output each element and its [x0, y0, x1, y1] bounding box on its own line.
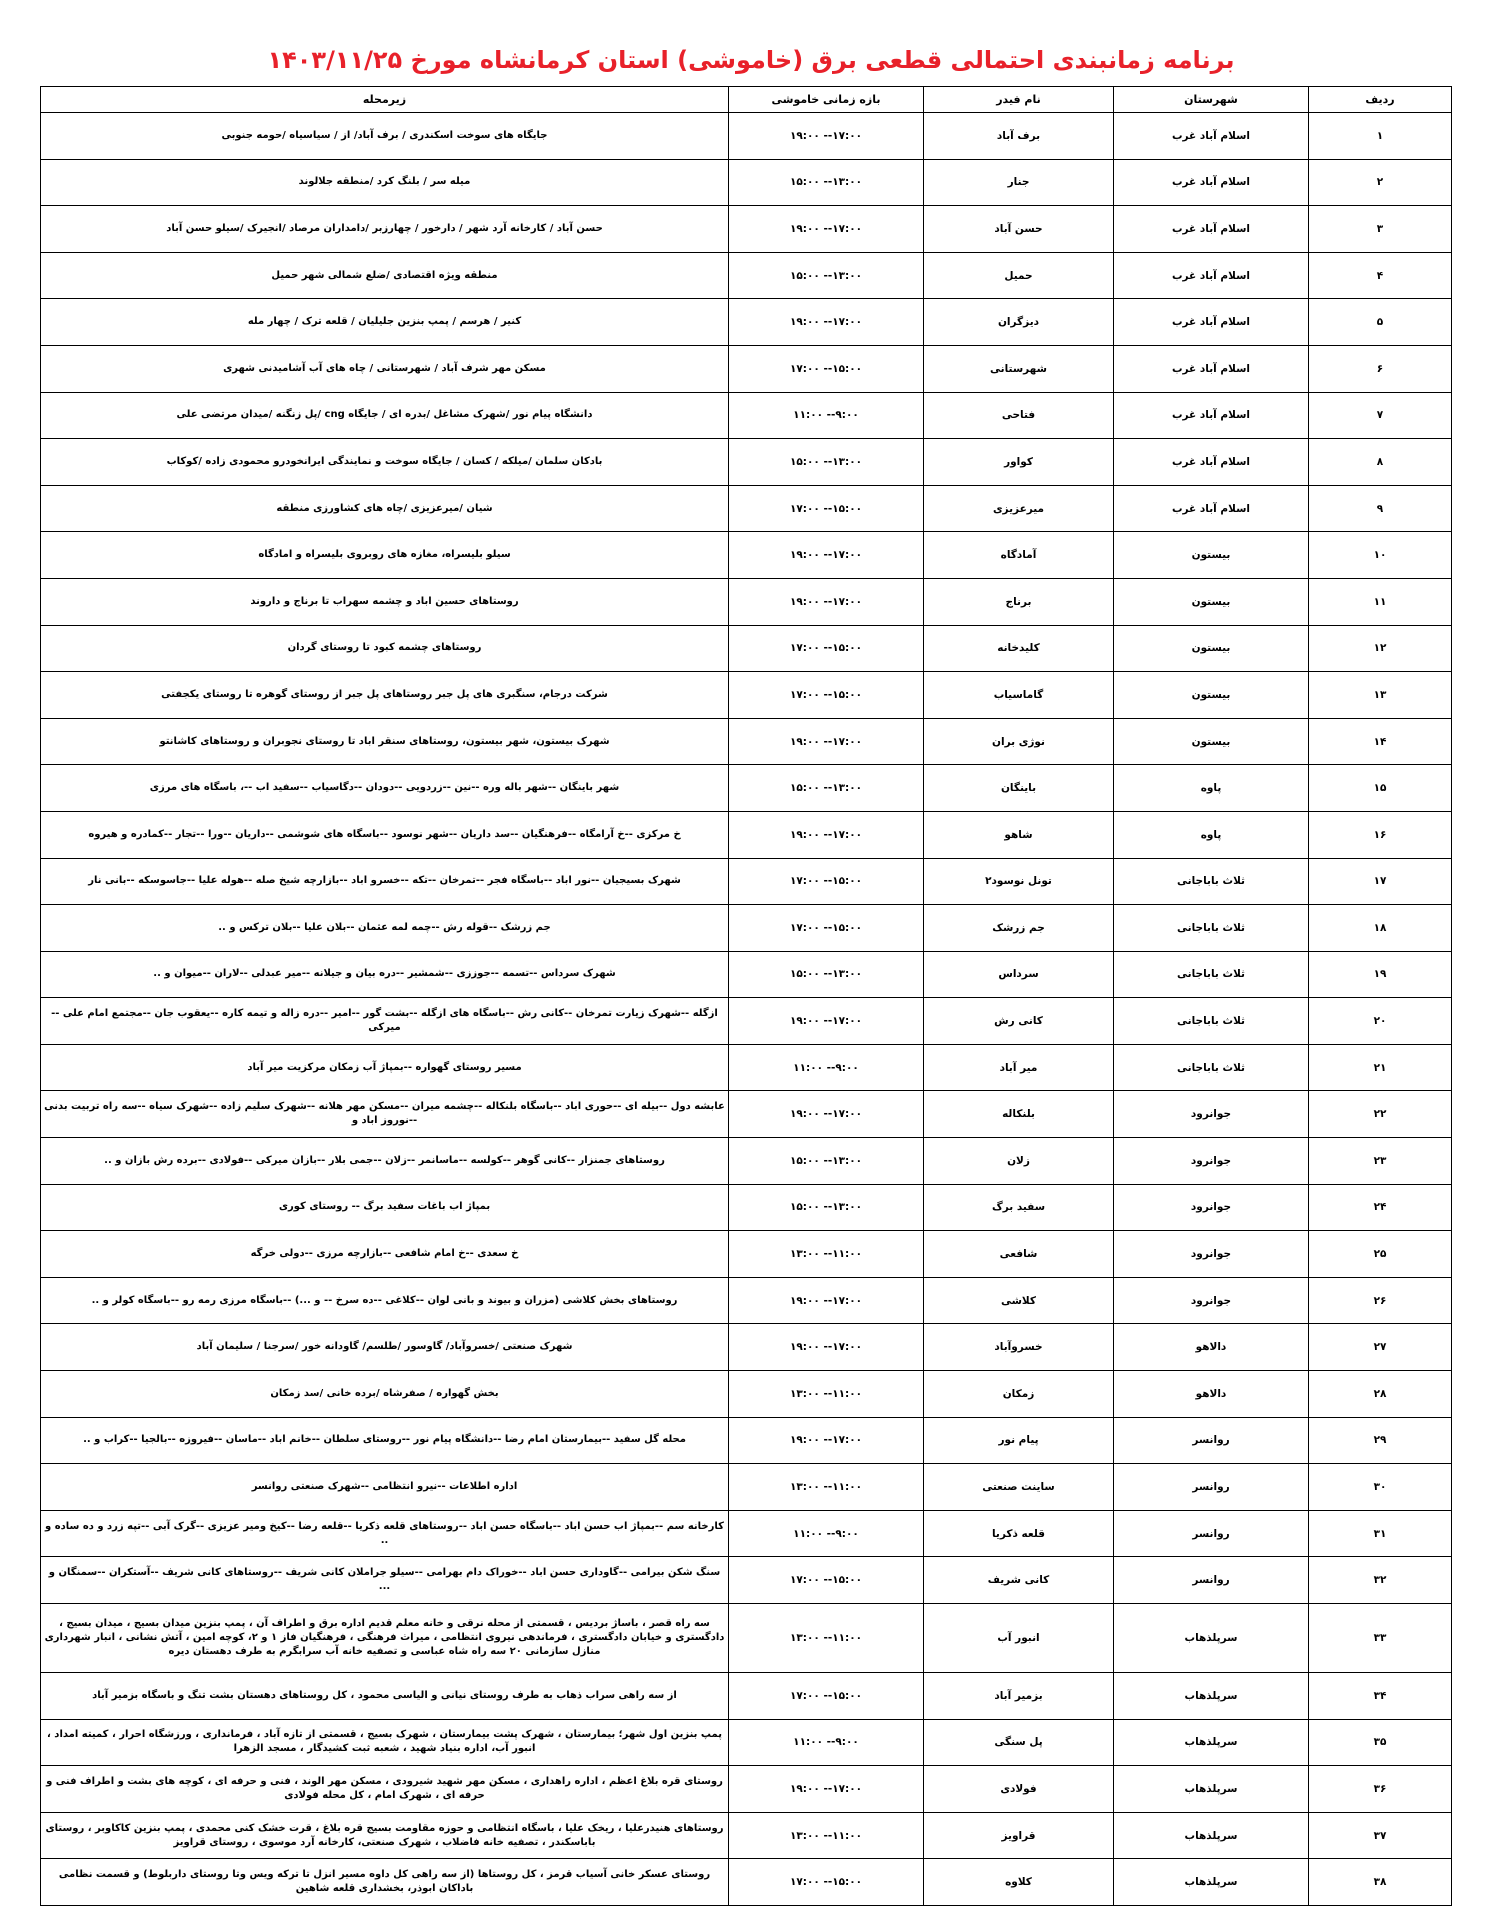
- table-row: [41, 578, 1452, 625]
- subarea-cell: جایگاه های سوخت اسکندری / برف آباد/ از / سیاسیاه /حومه جنوبی: [41, 113, 729, 160]
- period-cell: ۱۱:۰۰-- ۱۳:۰۰: [729, 1812, 924, 1859]
- row-number-cell: ۵: [1309, 299, 1452, 346]
- table-header-row: [41, 87, 1452, 113]
- header-period: بازه زمانی خاموشی: [729, 87, 924, 113]
- feeder-cell: برف آباد: [924, 113, 1114, 160]
- row-number-cell: ۲۳: [1309, 1138, 1452, 1185]
- period-cell: ۱۷:۰۰-- ۱۹:۰۰: [729, 1417, 924, 1464]
- county-cell: جوانرود: [1114, 1277, 1309, 1324]
- subarea-cell: روستای قره بلاغ اعظم ، اداره راهداری ، مسکن مهر شهید شیرودی ، مسکن مهر الوند ، فنی و حرفه ای ، کوچه های بشت و اطراف فنی و حرفه ای ، شهرک امام ، کل محله فولادی: [41, 1766, 729, 1813]
- row-number-cell: ۳۴: [1309, 1673, 1452, 1720]
- county-cell: اسلام آباد غرب: [1114, 159, 1309, 206]
- table-row: [41, 1464, 1452, 1511]
- feeder-cell: جم زرشک: [924, 905, 1114, 952]
- table-row: [41, 1673, 1452, 1720]
- header-subarea: زیرمحله: [41, 87, 729, 113]
- period-cell: ۱۷:۰۰-- ۱۹:۰۰: [729, 1091, 924, 1138]
- subarea-cell: شهر باینگان --شهر باله وره --نین --زردویی --دودان --دگاسیاب --سفید اب --، باسگاه های مرزی: [41, 765, 729, 812]
- feeder-cell: برناج: [924, 578, 1114, 625]
- subarea-cell: محله گل سفید --بیمارستان امام رضا --دانشگاه پیام نور --روستای سلطان --خانم اباد --ماسان --فیروزه --بالجیا --کراب و ..: [41, 1417, 729, 1464]
- feeder-cell: زمکان: [924, 1371, 1114, 1418]
- row-number-cell: ۴: [1309, 252, 1452, 299]
- county-cell: ثلاث باباجانی: [1114, 905, 1309, 952]
- row-number-cell: ۳۲: [1309, 1557, 1452, 1604]
- feeder-cell: کانی شریف: [924, 1557, 1114, 1604]
- feeder-cell: گاماسیاب: [924, 672, 1114, 719]
- row-number-cell: ۱۴: [1309, 718, 1452, 765]
- county-cell: روانسر: [1114, 1464, 1309, 1511]
- county-cell: سرپلذهاب: [1114, 1719, 1309, 1766]
- table-row: [41, 113, 1452, 160]
- period-cell: ۱۷:۰۰-- ۱۹:۰۰: [729, 578, 924, 625]
- table-row: [41, 392, 1452, 439]
- subarea-cell: شهرک بیستون، شهر بیستون، روستاهای سنقر اباد تا روستای نجوبران و روستاهای کاشانتو: [41, 718, 729, 765]
- row-number-cell: ۲: [1309, 159, 1452, 206]
- table-row: [41, 1859, 1452, 1906]
- feeder-cell: پل سنگی: [924, 1719, 1114, 1766]
- row-number-cell: ۱۱: [1309, 578, 1452, 625]
- feeder-cell: کواور: [924, 439, 1114, 486]
- subarea-cell: سنگ شکن بیرامی --گاوداری حسن اباد --خوراک دام بهرامی --سیلو جراملان کانی شریف --روستاهای کانی شریف --آستکران --سمنگان و ...: [41, 1557, 729, 1604]
- feeder-cell: پیام نور: [924, 1417, 1114, 1464]
- subarea-cell: خ مرکزی --خ آرامگاه --فرهنگیان --سد داریان --شهر نوسود --باسگاه های شوشمی --داریان --ورا --تجار --کمادره و هیروه: [41, 811, 729, 858]
- county-cell: روانسر: [1114, 1557, 1309, 1604]
- feeder-cell: دیزگران: [924, 299, 1114, 346]
- table-row: [41, 439, 1452, 486]
- table-row: [41, 1044, 1452, 1091]
- period-cell: ۱۵:۰۰-- ۱۷:۰۰: [729, 345, 924, 392]
- feeder-cell: حمیل: [924, 252, 1114, 299]
- feeder-cell: سفید برگ: [924, 1184, 1114, 1231]
- period-cell: ۱۱:۰۰-- ۱۳:۰۰: [729, 1231, 924, 1278]
- county-cell: دالاهو: [1114, 1371, 1309, 1418]
- row-number-cell: ۱۹: [1309, 951, 1452, 998]
- row-number-cell: ۹: [1309, 485, 1452, 532]
- period-cell: ۹:۰۰-- ۱۱:۰۰: [729, 1510, 924, 1557]
- county-cell: اسلام آباد غرب: [1114, 252, 1309, 299]
- feeder-cell: خسروآباد: [924, 1324, 1114, 1371]
- period-cell: ۱۷:۰۰-- ۱۹:۰۰: [729, 1766, 924, 1813]
- county-cell: روانسر: [1114, 1417, 1309, 1464]
- table-row: [41, 1184, 1452, 1231]
- county-cell: سرپلذهاب: [1114, 1604, 1309, 1673]
- subarea-cell: روستاهای بخش کلاشی (مزران و بیوند و بانی لوان --کلاغی --ده سرخ -- و ...) --باسگاه مرزی رمه رو --باسگاه کولر و ..: [41, 1277, 729, 1324]
- subarea-cell: کارخانه سم --بمپاژ اب حسن اباد --باسگاه حسن اباد --روستاهای قلعه ذکریا --قلعه رضا --کیخ ومیر عزیزی --گرک آبی --تپه زرد و ده ساده و ..: [41, 1510, 729, 1557]
- feeder-cell: شافعی: [924, 1231, 1114, 1278]
- table-row: [41, 1812, 1452, 1859]
- table-row: [41, 345, 1452, 392]
- table-row: [41, 1324, 1452, 1371]
- county-cell: ثلاث باباجانی: [1114, 858, 1309, 905]
- feeder-cell: میر آباد: [924, 1044, 1114, 1091]
- period-cell: ۱۷:۰۰-- ۱۹:۰۰: [729, 718, 924, 765]
- subarea-cell: بمپاژ اب باغات سفید برگ -- روستای کوری: [41, 1184, 729, 1231]
- feeder-cell: کلاوه: [924, 1859, 1114, 1906]
- table-row: [41, 206, 1452, 253]
- row-number-cell: ۱۷: [1309, 858, 1452, 905]
- row-number-cell: ۶: [1309, 345, 1452, 392]
- county-cell: اسلام آباد غرب: [1114, 392, 1309, 439]
- period-cell: ۱۷:۰۰-- ۱۹:۰۰: [729, 1277, 924, 1324]
- feeder-cell: شاهو: [924, 811, 1114, 858]
- subarea-cell: ازگله --شهرک زیارت تمرخان --کانی رش --باسگاه های ازگله --بشت گور --امیر --دره زاله و تیمه کاره --یعقوب جان --مجتمع امام علی --میرکی: [41, 998, 729, 1045]
- county-cell: پاوه: [1114, 765, 1309, 812]
- county-cell: ثلاث باباجانی: [1114, 998, 1309, 1045]
- county-cell: سرپلذهاب: [1114, 1812, 1309, 1859]
- feeder-cell: انبور آب: [924, 1604, 1114, 1673]
- period-cell: ۱۳:۰۰-- ۱۵:۰۰: [729, 765, 924, 812]
- table-row: [41, 1277, 1452, 1324]
- period-cell: ۹:۰۰-- ۱۱:۰۰: [729, 392, 924, 439]
- feeder-cell: بلنکاله: [924, 1091, 1114, 1138]
- table-row: [41, 1417, 1452, 1464]
- subarea-cell: کنیر / هرسم / پمپ بنزین جلیلیان / قلعه ترک / چهار مله: [41, 299, 729, 346]
- row-number-cell: ۱۳: [1309, 672, 1452, 719]
- row-number-cell: ۱۰: [1309, 532, 1452, 579]
- feeder-cell: کانی رش: [924, 998, 1114, 1045]
- feeder-cell: ساینت صنعتی: [924, 1464, 1114, 1511]
- header-row-number: ردیف: [1309, 87, 1452, 113]
- row-number-cell: ۱۲: [1309, 625, 1452, 672]
- row-number-cell: ۷: [1309, 392, 1452, 439]
- table-row: [41, 1510, 1452, 1557]
- page-title: برنامه زمانبندی احتمالی قطعی برق (خاموشی) استان کرمانشاه مورخ ۱۴۰۳/۱۱/۲۵: [267, 46, 1235, 74]
- subarea-cell: عابشه دول --بیله ای --حوری اباد --باسگاه بلنکاله --چشمه میران --مسکن مهر هلانه --شهرک سلیم زاده --شهرک سیاه --سه راه تربیت بدنی --نوروز اباد و: [41, 1091, 729, 1138]
- row-number-cell: ۲۰: [1309, 998, 1452, 1045]
- county-cell: بیستون: [1114, 718, 1309, 765]
- table-row: [41, 998, 1452, 1045]
- period-cell: ۱۱:۰۰-- ۱۳:۰۰: [729, 1604, 924, 1673]
- county-cell: سرپلذهاب: [1114, 1859, 1309, 1906]
- county-cell: بیستون: [1114, 578, 1309, 625]
- feeder-cell: نوژی بران: [924, 718, 1114, 765]
- county-cell: پاوه: [1114, 811, 1309, 858]
- period-cell: ۱۷:۰۰-- ۱۹:۰۰: [729, 113, 924, 160]
- county-cell: جوانرود: [1114, 1138, 1309, 1185]
- table-row: [41, 858, 1452, 905]
- feeder-cell: قراویز: [924, 1812, 1114, 1859]
- header-county: شهرستان: [1114, 87, 1309, 113]
- period-cell: ۱۵:۰۰-- ۱۷:۰۰: [729, 672, 924, 719]
- subarea-cell: شهرک سرداس --تسمه --جوززی --شمشیر --دره بیان و جیلانه --میر عبدلی --لاران --میوان و ..: [41, 951, 729, 998]
- period-cell: ۱۷:۰۰-- ۱۹:۰۰: [729, 811, 924, 858]
- table-row: [41, 252, 1452, 299]
- feeder-cell: میرعزیزی: [924, 485, 1114, 532]
- period-cell: ۱۵:۰۰-- ۱۷:۰۰: [729, 1673, 924, 1720]
- row-number-cell: ۲۸: [1309, 1371, 1452, 1418]
- table-row: [41, 765, 1452, 812]
- subarea-cell: از سه راهی سراب ذهاب به طرف روستای نیانی و الیاسی محمود ، کل روستاهای دهستان بشت تنگ و باسگاه بزمیر آباد: [41, 1673, 729, 1720]
- period-cell: ۱۳:۰۰-- ۱۵:۰۰: [729, 439, 924, 486]
- county-cell: اسلام آباد غرب: [1114, 206, 1309, 253]
- period-cell: ۱۵:۰۰-- ۱۷:۰۰: [729, 1859, 924, 1906]
- table-row: [41, 718, 1452, 765]
- subarea-cell: خ سعدی --خ امام شافعی --بازارچه مرزی --دولی خرگه: [41, 1231, 729, 1278]
- table-row: [41, 1719, 1452, 1766]
- county-cell: جوانرود: [1114, 1231, 1309, 1278]
- subarea-cell: سه راه قصر ، باساژ بردیس ، قسمتی از محله نرقی و خانه معلم قدیم اداره برق و اطراف آن ، پمپ بنزین میدان بسیج ، میدان بسیج ، دادگستری و خیابان دادگستری ، فرماندهی نیروی انتظامی ، میراث فرهنگی ، فرهنگیان فاز ۱ و ۲، کوچه امین ، آتش نشانی ، انبار شهرداری منازل سازمانی ۲۰ سه راه شاه عباسی و تصفیه خانه آب سرابگرم به طرف دهستان دیره: [41, 1604, 729, 1673]
- subarea-cell: شیان /میرعزیزی /چاه های کشاورزی منطقه: [41, 485, 729, 532]
- county-cell: بیستون: [1114, 625, 1309, 672]
- row-number-cell: ۲۵: [1309, 1231, 1452, 1278]
- row-number-cell: ۲۹: [1309, 1417, 1452, 1464]
- outage-schedule-table: [40, 86, 1452, 1906]
- subarea-cell: شهرک بسیجیان --نور اباد --باسگاه فجر --تمرخان --تکه --خسرو اباد --بازارچه شیخ صله --هوله علیا --جاسوسکه --بانی نار: [41, 858, 729, 905]
- row-number-cell: ۳۰: [1309, 1464, 1452, 1511]
- table-row: [41, 905, 1452, 952]
- period-cell: ۱۳:۰۰-- ۱۵:۰۰: [729, 159, 924, 206]
- period-cell: ۱۱:۰۰-- ۱۳:۰۰: [729, 1464, 924, 1511]
- feeder-cell: حسن آباد: [924, 206, 1114, 253]
- period-cell: ۱۳:۰۰-- ۱۵:۰۰: [729, 1138, 924, 1185]
- row-number-cell: ۲۱: [1309, 1044, 1452, 1091]
- county-cell: بیستون: [1114, 532, 1309, 579]
- subarea-cell: اداره اطلاعات --نیرو انتظامی --شهرک صنعتی روانسر: [41, 1464, 729, 1511]
- period-cell: ۱۳:۰۰-- ۱۵:۰۰: [729, 951, 924, 998]
- subarea-cell: روستاهای جمنزار --کانی گوهر --کولسه --ماسانمر --زلان --جمی بلار --بازان میرکی --فولادی --برده رش بازان و ..: [41, 1138, 729, 1185]
- subarea-cell: مسیر روستای گهواره --بمپاژ آب زمکان مرکزیت میر آباد: [41, 1044, 729, 1091]
- subarea-cell: بخش گهواره / صفرشاه /برده خانی /سد زمکان: [41, 1371, 729, 1418]
- county-cell: جوانرود: [1114, 1091, 1309, 1138]
- row-number-cell: ۳۱: [1309, 1510, 1452, 1557]
- subarea-cell: مسکن مهر شرف آباد / شهرستانی / چاه های آب آشامیدنی شهری: [41, 345, 729, 392]
- table-row: [41, 1138, 1452, 1185]
- period-cell: ۱۵:۰۰-- ۱۷:۰۰: [729, 1557, 924, 1604]
- subarea-cell: روستای عسکر خانی آسیاب قرمز ، کل روستاها (از سه راهی کل داوه مسیر انزل تا ترکه ویس وتا روستای داربلوط) و قسمت نظامی باداکان ابوذر، بخشداری قلعه شاهین: [41, 1859, 729, 1906]
- row-number-cell: ۱: [1309, 113, 1452, 160]
- feeder-cell: آمادگاه: [924, 532, 1114, 579]
- county-cell: اسلام آباد غرب: [1114, 439, 1309, 486]
- table-row: [41, 1371, 1452, 1418]
- period-cell: ۱۷:۰۰-- ۱۹:۰۰: [729, 532, 924, 579]
- feeder-cell: تونل نوسود۲: [924, 858, 1114, 905]
- county-cell: دالاهو: [1114, 1324, 1309, 1371]
- subarea-cell: پمپ بنزین اول شهر؛ بیمارستان ، شهرک پشت بیمارستان ، شهرک بسیج ، قسمتی از تازه آباد ، فرمانداری ، ورزشگاه احرار ، کمیته امداد ، انبور آب، اداره بنیاد شهید ، شعبه ثبت کشیدگار ، مسجد الزهرا: [41, 1719, 729, 1766]
- subarea-cell: حسن آباد / کارخانه آرد شهر / دارخور / چهارزبر /دامداران مرصاد /انجیرک /سیلو حسن آباد: [41, 206, 729, 253]
- county-cell: سرپلذهاب: [1114, 1766, 1309, 1813]
- subarea-cell: روستاهای حسین اباد و چشمه سهراب تا برناج و داروند: [41, 578, 729, 625]
- feeder-cell: شهرستانی: [924, 345, 1114, 392]
- feeder-cell: جنار: [924, 159, 1114, 206]
- feeder-cell: سرداس: [924, 951, 1114, 998]
- row-number-cell: ۱۶: [1309, 811, 1452, 858]
- feeder-cell: بزمیر آباد: [924, 1673, 1114, 1720]
- row-number-cell: ۳۷: [1309, 1812, 1452, 1859]
- period-cell: ۱۵:۰۰-- ۱۷:۰۰: [729, 858, 924, 905]
- county-cell: روانسر: [1114, 1510, 1309, 1557]
- county-cell: اسلام آباد غرب: [1114, 345, 1309, 392]
- period-cell: ۱۵:۰۰-- ۱۷:۰۰: [729, 905, 924, 952]
- period-cell: ۱۷:۰۰-- ۱۹:۰۰: [729, 1324, 924, 1371]
- subarea-cell: روستاهای چشمه کبود تا روستای گردان: [41, 625, 729, 672]
- period-cell: ۱۵:۰۰-- ۱۷:۰۰: [729, 625, 924, 672]
- table-row: [41, 1766, 1452, 1813]
- subarea-cell: شهرک صنعتی /خسروآباد/ گاوسور /طلسم/ گاودانه خور /سرجنا / سلیمان آباد: [41, 1324, 729, 1371]
- period-cell: ۱۷:۰۰-- ۱۹:۰۰: [729, 998, 924, 1045]
- county-cell: ثلاث باباجانی: [1114, 951, 1309, 998]
- subarea-cell: منطقه ویژه اقتصادی /ضلع شمالی شهر حمیل: [41, 252, 729, 299]
- row-number-cell: ۳: [1309, 206, 1452, 253]
- period-cell: ۹:۰۰-- ۱۱:۰۰: [729, 1719, 924, 1766]
- period-cell: ۹:۰۰-- ۱۱:۰۰: [729, 1044, 924, 1091]
- table-body: [41, 113, 1452, 1906]
- row-number-cell: ۱۵: [1309, 765, 1452, 812]
- county-cell: اسلام آباد غرب: [1114, 113, 1309, 160]
- table-row: [41, 811, 1452, 858]
- period-cell: ۱۳:۰۰-- ۱۵:۰۰: [729, 252, 924, 299]
- row-number-cell: ۳۵: [1309, 1719, 1452, 1766]
- feeder-cell: باینگان: [924, 765, 1114, 812]
- subarea-cell: سیلو بلیسراه، مغازه های روبروی بلیسراه و امادگاه: [41, 532, 729, 579]
- period-cell: ۱۱:۰۰-- ۱۳:۰۰: [729, 1371, 924, 1418]
- row-number-cell: ۲۶: [1309, 1277, 1452, 1324]
- period-cell: ۱۷:۰۰-- ۱۹:۰۰: [729, 206, 924, 253]
- table-row: [41, 951, 1452, 998]
- table-row: [41, 672, 1452, 719]
- period-cell: ۱۵:۰۰-- ۱۷:۰۰: [729, 485, 924, 532]
- county-cell: اسلام آباد غرب: [1114, 485, 1309, 532]
- period-cell: ۱۳:۰۰-- ۱۵:۰۰: [729, 1184, 924, 1231]
- subarea-cell: بادکان سلمان /میلکه / کسان / جایگاه سوخت و نمایندگی ایرانخودرو محمودی زاده /کوکاب: [41, 439, 729, 486]
- county-cell: بیستون: [1114, 672, 1309, 719]
- feeder-cell: کلیدخانه: [924, 625, 1114, 672]
- table-row: [41, 485, 1452, 532]
- table-row: [41, 1091, 1452, 1138]
- subarea-cell: جم زرشک --قوله رش --چمه لمه عثمان --بلان علیا --بلان ترکس و ..: [41, 905, 729, 952]
- subarea-cell: شرکت درجام، سنگبری های پل جبر روستاهای پل جبر از روستای گوهره تا روستای یکجفتی: [41, 672, 729, 719]
- table-row: [41, 1231, 1452, 1278]
- row-number-cell: ۲۴: [1309, 1184, 1452, 1231]
- subarea-cell: میله سر / بلنگ کرد /منطقه جلالوند: [41, 159, 729, 206]
- table-row: [41, 159, 1452, 206]
- row-number-cell: ۱۸: [1309, 905, 1452, 952]
- table-row: [41, 1604, 1452, 1673]
- feeder-cell: کلاشی: [924, 1277, 1114, 1324]
- row-number-cell: ۸: [1309, 439, 1452, 486]
- row-number-cell: ۳۶: [1309, 1766, 1452, 1813]
- subarea-cell: روستاهای هنیدرعلیا ، ریخک علیا ، باسگاه انتظامی و حوزه مقاومت بسیج قره بلاغ ، قرت خشک کنی محمدی ، پمپ بنزین کاکاوبر ، روستای باباسکندر ، تصفیه خانه فاضلاب ، شهرک صنعتی، کارخانه آرد موسوی ، روستای قراویز: [41, 1812, 729, 1859]
- feeder-cell: قلعه ذکریا: [924, 1510, 1114, 1557]
- period-cell: ۱۷:۰۰-- ۱۹:۰۰: [729, 299, 924, 346]
- feeder-cell: زلان: [924, 1138, 1114, 1185]
- table-row: [41, 625, 1452, 672]
- row-number-cell: ۲۷: [1309, 1324, 1452, 1371]
- subarea-cell: دانشگاه پیام نور /شهرک مشاغل /بدره ای / جایگاه cng /پل زنگنه /میدان مرتضی علی: [41, 392, 729, 439]
- table-row: [41, 299, 1452, 346]
- header-feeder: نام فیدر: [924, 87, 1114, 113]
- row-number-cell: ۲۲: [1309, 1091, 1452, 1138]
- feeder-cell: فتاحی: [924, 392, 1114, 439]
- row-number-cell: ۳۸: [1309, 1859, 1452, 1906]
- table-row: [41, 532, 1452, 579]
- row-number-cell: ۳۳: [1309, 1604, 1452, 1673]
- county-cell: سرپلذهاب: [1114, 1673, 1309, 1720]
- county-cell: ثلاث باباجانی: [1114, 1044, 1309, 1091]
- feeder-cell: فولادی: [924, 1766, 1114, 1813]
- table-row: [41, 1557, 1452, 1604]
- county-cell: اسلام آباد غرب: [1114, 299, 1309, 346]
- county-cell: جوانرود: [1114, 1184, 1309, 1231]
